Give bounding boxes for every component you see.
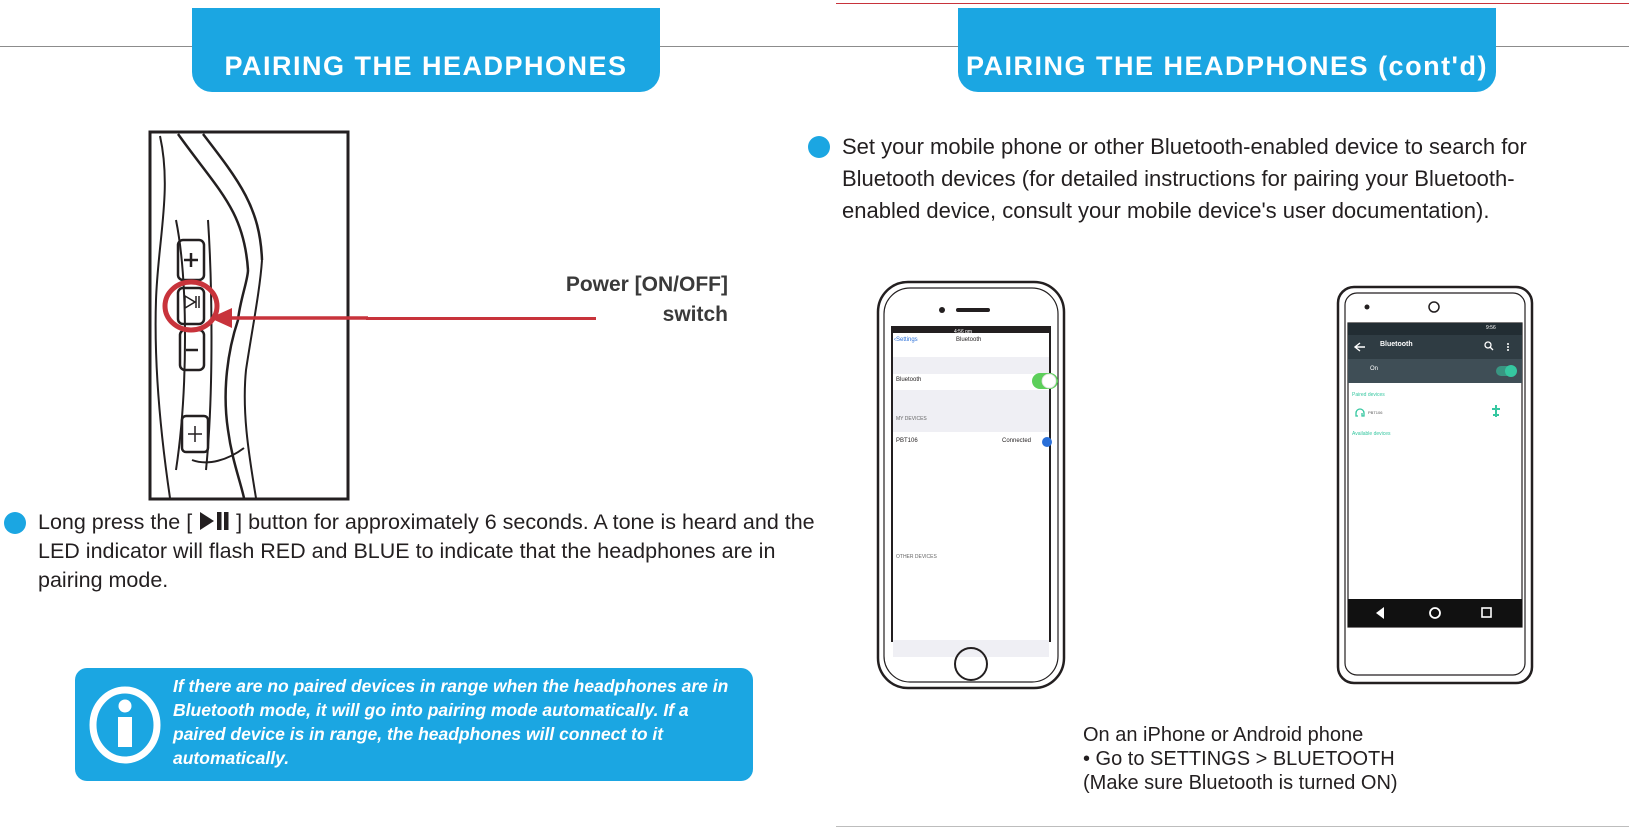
section-title-banner-right	[958, 8, 1496, 92]
section-title-right: PAIRING THE HEADPHONES (cont'd)	[966, 51, 1488, 81]
info-text: If there are no paired devices in range when the headphones are in Bluetooth mode, it will go into pairing mode automatically. If a paired device is in range, the headphones will connect to it automatically.	[173, 676, 729, 768]
iphone-back-link[interactable]	[894, 337, 918, 343]
instruction-text-start: Long press the [	[38, 510, 193, 534]
headphone-side-illustration	[148, 130, 368, 510]
section-title: PAIRING THE HEADPHONES	[224, 51, 628, 81]
android-paired-header: Paired devices	[1352, 392, 1385, 398]
note-line-2: • Go to SETTINGS > BLUETOOTH	[1083, 748, 1395, 770]
android-available-header: Available devices	[1352, 431, 1391, 437]
android-frame	[1336, 285, 1534, 685]
power-switch-callout	[520, 270, 728, 330]
footer-rule	[836, 826, 1629, 827]
iphone-back-label: Settings	[896, 337, 918, 343]
iphone-status-time: 4:56 pm	[954, 329, 973, 335]
note-line-1: On an iPhone or Android phone	[1083, 724, 1364, 746]
iphone-device-name: PBT106	[896, 438, 918, 444]
iphone-my-devices-header: MY DEVICES	[896, 416, 927, 422]
iphone-screen-title: Bluetooth	[956, 337, 982, 343]
settings-note	[1083, 723, 1463, 795]
right-page	[836, 0, 1629, 831]
play-pause-icon	[198, 510, 230, 532]
note-line-3: (Make sure Bluetooth is turned ON)	[1083, 772, 1398, 794]
instruction-text-end: ] button for approximately 6 seconds. A tone is heard and the LED indicator will flash RED and BLUE to indicate that the headphones are in pairing mode.	[38, 510, 815, 592]
search-instruction: Set your mobile phone or other Bluetooth-enabled device to search for Bluetooth devices (for detailed instructions for pairing your Bluetooth-enabled device, consult your mobile device's user documentation).	[842, 134, 1527, 223]
section-title-banner	[192, 8, 660, 92]
info-icon	[89, 686, 161, 764]
iphone-device-status: Connected	[1002, 438, 1032, 444]
iphone-other-devices-header: OTHER DEVICES	[896, 554, 937, 560]
iphone-bluetooth-toggle-label: Bluetooth	[896, 377, 922, 383]
top-red-rule	[836, 3, 1629, 4]
android-paired-device: PBT106	[1368, 410, 1383, 415]
android-illustration	[1336, 285, 1534, 685]
android-status-time: 9:56	[1486, 325, 1496, 331]
info-callout-box	[75, 668, 753, 781]
pairing-instruction	[38, 508, 828, 595]
bullet-dot	[4, 512, 26, 534]
callout-line-1: Power [ON/OFF]	[565, 273, 728, 296]
android-screen-title: Bluetooth	[1380, 341, 1413, 348]
callout-line-2: switch	[662, 303, 728, 326]
iphone-illustration	[876, 280, 1066, 690]
bullet-dot-right	[808, 136, 830, 158]
chevron-left-icon: ‹	[894, 337, 896, 343]
android-toggle-label: On	[1370, 366, 1379, 372]
